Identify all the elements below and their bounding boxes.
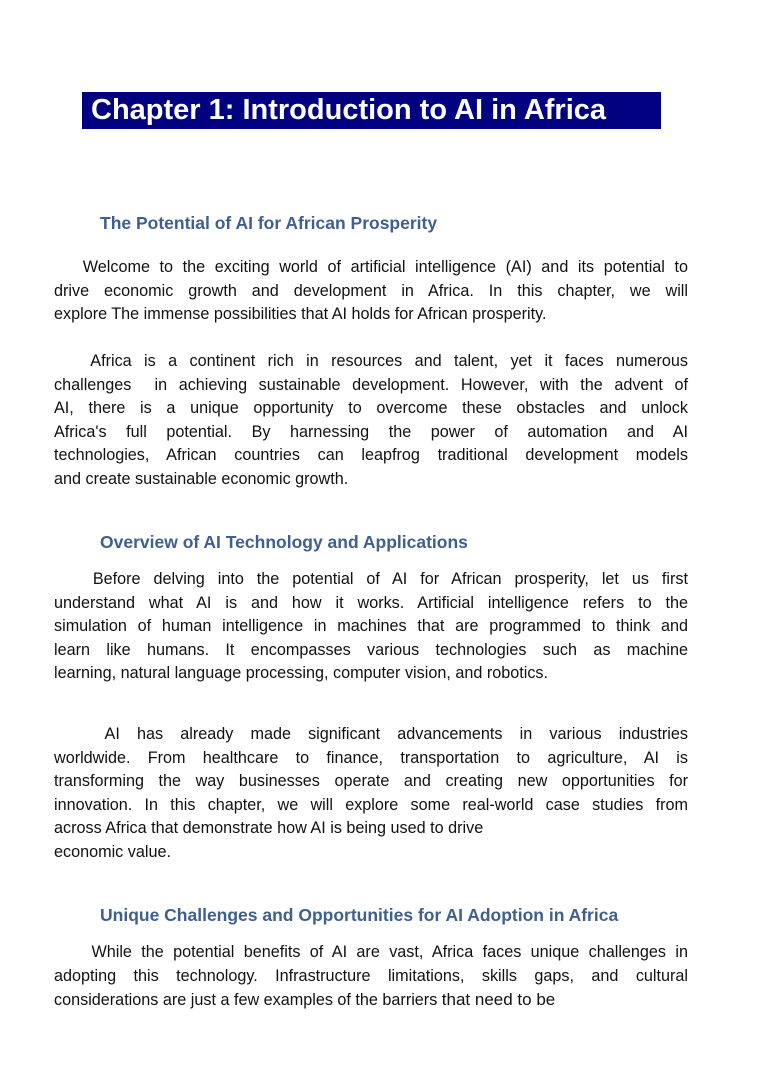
paragraph-line: learn like humans. It encompasses various technologies such as machine <box>54 640 688 659</box>
paragraph-line: AI, there is a unique opportunity to overcome these obstacles and unlock <box>54 399 688 417</box>
paragraph-line: challenges in achieving sustainable development. However, with the advent of <box>54 375 688 394</box>
paragraph-line: While the potential benefits of AI are vast, Africa faces unique challenges in <box>54 943 688 961</box>
paragraph-line: explore The immense possibilities that AI holds for African prosperity. <box>54 305 547 323</box>
paragraph-line: understand what AI is and how it works. Artificial intelligence refers to the <box>54 593 688 612</box>
paragraph-line: drive economic growth and development in Africa. In this chapter, we will <box>54 281 688 300</box>
paragraph-line: and create sustainable economic growth. <box>54 469 349 488</box>
paragraph-line: innovation. In this chapter, we will explore some real-world case studies from <box>54 795 688 814</box>
paragraph-ai-advancements <box>54 723 688 864</box>
paragraph-line: adopting this technology. Infrastructure limitations, skills gaps, and cultural <box>54 966 688 985</box>
section-heading-overview: Overview of AI Technology and Applications <box>100 532 468 552</box>
paragraph-line: AI has already made significant advancements in various industries <box>54 725 688 743</box>
paragraph-while-potential <box>54 941 688 1012</box>
paragraph-line-text: considerations are just a few examples of the barriers <box>54 991 442 1009</box>
paragraph-line: technologies, African countries can leapfrog traditional development models <box>54 446 688 464</box>
section-heading-potential: The Potential of AI for African Prosperity <box>100 213 438 233</box>
paragraph-line: learning, natural language processing, computer vision, and robotics. <box>54 664 549 682</box>
paragraph-line: Africa's full potential. By harnessing the power of automation and AI <box>54 422 688 441</box>
paragraph-before-delving <box>54 568 688 686</box>
paragraph-africa-continent <box>54 350 688 491</box>
section-heading-challenges: Unique Challenges and Opportunities for AI Adoption in Africa <box>100 905 619 925</box>
chapter-title: Chapter 1: Introduction to AI in Africa <box>82 92 661 129</box>
paragraph-line: worldwide. From healthcare to finance, transportation to agriculture, AI is <box>54 748 688 767</box>
paragraph-line <box>54 988 688 1012</box>
paragraph-line: transforming the way businesses operate and creating new opportunities for <box>54 772 688 790</box>
paragraph-line: simulation of human intelligence in machines that are programmed to think and <box>54 617 688 635</box>
paragraph-welcome <box>54 256 688 327</box>
paragraph-line: economic value. <box>54 842 171 861</box>
paragraph-line: Welcome to the exciting world of artificial intelligence (AI) and its potential to <box>54 258 688 276</box>
paragraph-line: Before delving into the potential of AI for African prosperity, let us first <box>54 570 688 588</box>
paragraph-line: across Africa that demonstrate how AI is being used to drive <box>54 819 484 837</box>
paragraph-line: Africa is a continent rich in resources and talent, yet it faces numerous <box>54 352 688 370</box>
paragraph-line-tail: that need to be <box>441 990 556 1009</box>
